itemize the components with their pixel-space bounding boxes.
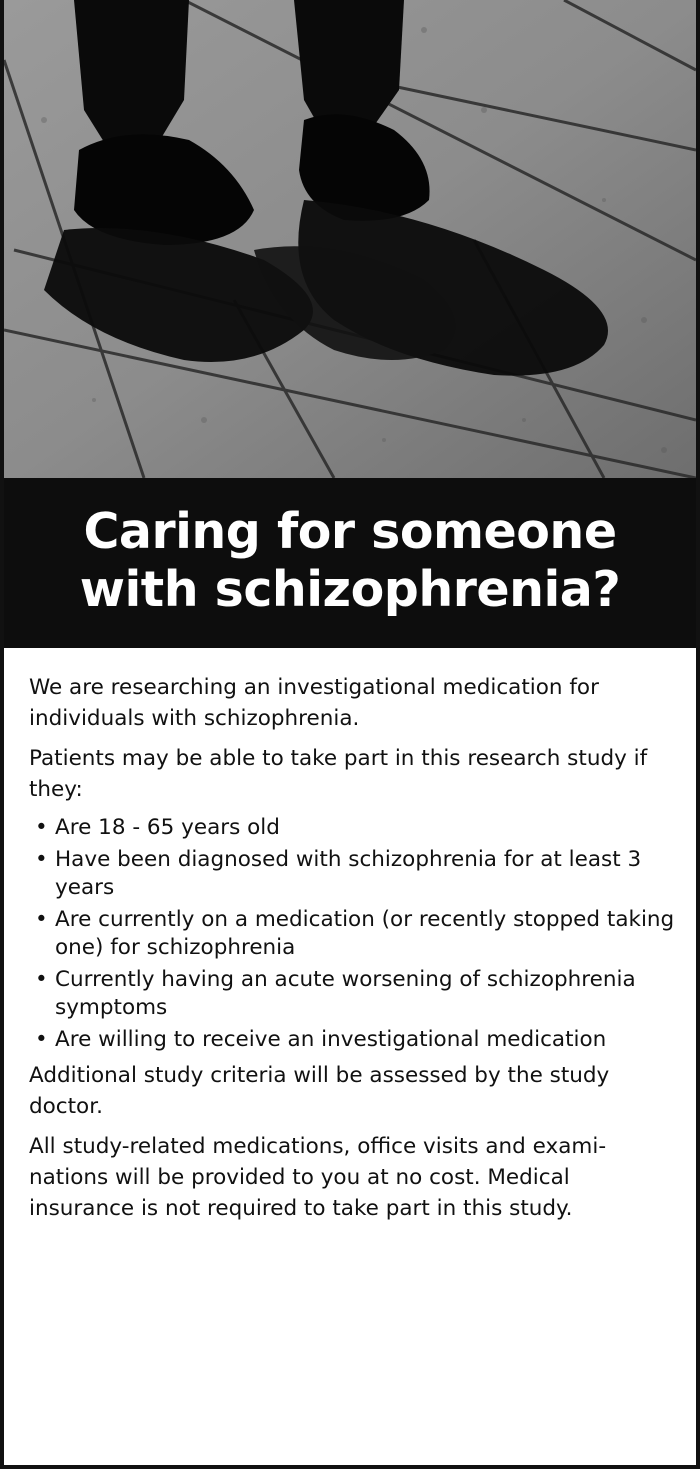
bullet-icon: • [35, 847, 48, 872]
cost-note: All study-related medications, office visits and exami-nations will be provided to you at no cost. Medical insurance is not required to take part in this study. [29, 1134, 607, 1221]
criteria-item [29, 966, 681, 1022]
bullet-icon: • [35, 1027, 48, 1052]
bullet-icon: • [35, 967, 48, 992]
criteria-text: Are willing to receive an investigational medication [55, 1027, 607, 1052]
photo-feet-shadow [4, 0, 696, 478]
headline-band [4, 478, 696, 648]
headline [4, 503, 696, 619]
body-copy [29, 672, 681, 1233]
criteria-item [29, 1026, 681, 1054]
criteria-text: Currently having an acute worsening of schizophrenia symptoms [55, 967, 636, 1020]
intro-paragraph: We are researching an investigational medication for individuals with schizophrenia. [29, 675, 599, 731]
criteria-item [29, 814, 681, 842]
criteria-item [29, 906, 681, 962]
headline-line-1: Caring for someone [83, 503, 617, 560]
criteria-text: Are currently on a medication (or recently stopped taking one) for schizophrenia [55, 907, 675, 960]
bullet-icon: • [35, 815, 48, 840]
eligibility-lead: Patients may be able to take part in this research study if they: [29, 746, 648, 802]
criteria-text: Are 18 - 65 years old [55, 815, 280, 840]
photo-illustration [4, 0, 696, 478]
headline-line-2: with schizophrenia? [79, 561, 621, 618]
bullet-icon: • [35, 907, 48, 932]
criteria-text: Have been diagnosed with schizophrenia for at least 3 years [55, 847, 642, 900]
additional-criteria: Additional study criteria will be assessed by the study doctor. [29, 1063, 610, 1119]
criteria-item [29, 846, 681, 902]
criteria-list [29, 814, 681, 1054]
